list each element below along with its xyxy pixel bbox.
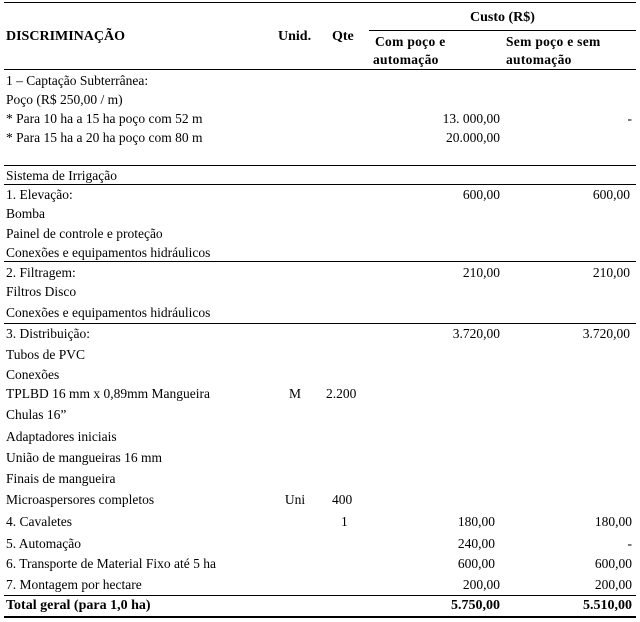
distribuicao-com: 3.720,00 — [452, 326, 500, 341]
montagem-com: 200,00 — [462, 577, 500, 592]
cavaletes-qte: 1 — [341, 514, 348, 529]
filtragem-title: 2. Filtragem: — [6, 265, 76, 280]
elevacao-com: 600,00 — [462, 187, 500, 202]
distribuicao-tubos: Tubos de PVC — [6, 347, 86, 362]
captacao-item2: * Para 15 ha a 20 ha poço com 80 m — [6, 130, 203, 145]
captacao-item1-com: 13. 000,00 — [442, 111, 500, 126]
elevacao-sem: 600,00 — [592, 187, 630, 202]
filtragem-sem: 210,00 — [592, 265, 630, 280]
filtragem-com: 210,00 — [462, 265, 500, 280]
filtragem-item: Conexões e equipamentos hidráulicos — [6, 305, 211, 320]
transporte-label: 6. Transporte de Material Fixo até 5 ha — [6, 556, 216, 571]
captacao-item1: * Para 10 ha a 15 ha poço com 52 m — [6, 111, 203, 126]
cavaletes-sem: 180,00 — [594, 514, 632, 529]
distribuicao-title: 3. Distribuição: — [6, 326, 90, 341]
captacao-title: 1 – Captação Subterrânea: — [6, 73, 149, 88]
distribuicao-micro-qte: 400 — [332, 492, 353, 507]
distribuicao-micro-unid: Uni — [284, 492, 306, 507]
transporte-com: 600,00 — [457, 556, 495, 571]
cavaletes-com: 180,00 — [457, 514, 495, 529]
captacao-poco: Poço (R$ 250,00 / m) — [6, 92, 123, 107]
elevacao-title: 1. Elevação: — [6, 187, 73, 202]
distribuicao-conexoes: Conexões — [6, 367, 60, 382]
distribuicao-uniao: União de mangueiras 16 mm — [6, 450, 162, 465]
captacao-item1-sem: - — [627, 111, 632, 126]
automacao-label: 5. Automação — [6, 536, 81, 551]
header-sem-poco-line1: Sem poço e sem — [506, 34, 601, 49]
elevacao-item: Painel de controle e proteção — [6, 226, 163, 241]
table-bottom-rule — [4, 616, 636, 618]
total-sem: 5.510,00 — [583, 598, 632, 613]
header-unid: Unid. — [278, 29, 312, 44]
automacao-sem: - — [627, 536, 632, 551]
rule-before-total — [4, 595, 636, 596]
rule-before-sistema — [4, 165, 636, 166]
custo-header-rule — [369, 30, 636, 31]
header-discriminacao: DISCRIMINAÇÃO — [6, 29, 126, 44]
elevacao-item: Bomba — [6, 206, 45, 221]
distribuicao-tplbd-qte: 2.200 — [326, 386, 357, 401]
distribuicao-tplbd-unid: M — [288, 386, 301, 401]
distribuicao-sem: 3.720,00 — [582, 326, 630, 341]
header-custo: Custo (R$) — [470, 10, 535, 25]
rule-after-sistema — [4, 184, 636, 185]
montagem-label: 7. Montagem por hectare — [6, 577, 142, 592]
header-sem-poco-line2: automação — [506, 52, 572, 67]
automacao-com: 240,00 — [457, 536, 495, 551]
header-qte: Qte — [332, 29, 354, 44]
distribuicao-micro: Microaspersores completos — [6, 492, 155, 507]
cavaletes-label: 4. Cavaletes — [6, 514, 72, 529]
distribuicao-tplbd: TPLBD 16 mm x 0,89mm Mangueira — [6, 386, 210, 401]
rule-after-filtragem — [4, 323, 636, 324]
table-top-rule — [4, 2, 636, 3]
filtragem-item: Filtros Disco — [6, 284, 77, 299]
rule-after-elevacao — [4, 261, 636, 262]
elevacao-item: Conexões e equipamentos hidráulicos — [6, 245, 211, 260]
montagem-sem: 200,00 — [594, 577, 632, 592]
distribuicao-adaptadores: Adaptadores iniciais — [6, 429, 117, 444]
header-com-poco-line2: automação — [373, 52, 439, 67]
captacao-item2-com: 20.000,00 — [446, 130, 500, 145]
distribuicao-chulas: Chulas 16” — [6, 407, 67, 422]
sistema-title: Sistema de Irrigação — [6, 168, 117, 183]
total-label: Total geral (para 1,0 ha) — [6, 598, 151, 613]
total-com: 5.750,00 — [451, 598, 500, 613]
transporte-sem: 600,00 — [594, 556, 632, 571]
distribuicao-finais: Finais de mangueira — [6, 471, 116, 486]
header-com-poco-line1: Com poço e — [375, 34, 446, 49]
header-bottom-rule — [4, 69, 636, 70]
